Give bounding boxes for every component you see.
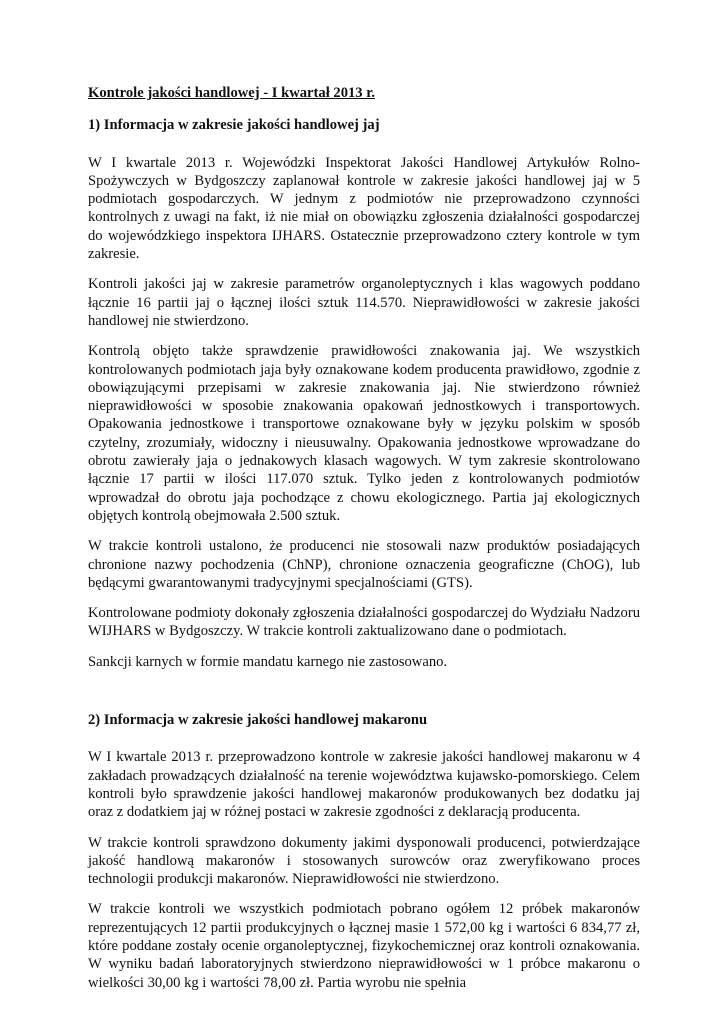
section-1-paragraph-3: Kontrolą objęto także sprawdzenie prawidłowości znakowania jaj. We wszystkich kontrolowanych podmiotach jaja były oznakowane kodem producenta prawidłowo, zgodnie z obowiązującymi przepisami w zakresie znakowania jaj. Nie stwierdzono również nieprawidłowości w sposobie znakowania opakowań jednostkowych i transportowych. Opakowania jednostkowe i transportowe oznakowane były w języku polskim w sposób czytelny, zrozumiały, widoczny i nieusuwalny. Opakowania jednostkowe wprowadzane do obrotu zawierały jaja o jednakowych klasach wagowych. W tym zakresie skontrolowano łącznie 17 partii w ilości 117.070 sztuk. Tylko jeden z kontrolowanych podmiotów wprowadzał do obrotu jaja pochodzące z chowu ekologicznego. Partia jaj ekologicznych objętych kontrolą obejmowała 2.500 sztuk. xyxy=(88,343,640,524)
document-title: Kontrole jakości handlowej - I kwartał 2013 r. xyxy=(88,85,376,101)
section-1-paragraph-2: Kontroli jakości jaj w zakresie parametrów organoleptycznych i klas wagowych poddano łącznie 16 partii jaj o łącznej ilości sztuk 114.570. Nieprawidłowości w zakresie jakości handlowej nie stwierdzono. xyxy=(88,276,640,329)
section-2-paragraph-2: W trakcie kontroli sprawdzono dokumenty jakimi dysponowali producenci, potwierdzające jakość handlową makaronów i stosowanych surowców oraz zweryfikowano proces technologii produkcji makaronów. Nieprawidłowości nie stwierdzono. xyxy=(88,834,640,888)
section-1-paragraph-4: W trakcie kontroli ustalono, że producenci nie stosowali nazw produktów posiadających chronione nazwy pochodzenia (ChNP), chronione oznaczenia geograficzne (ChOG), lub będącymi gwarantowanymi tradycyjnymi specjalnościami (GTS). xyxy=(88,538,640,591)
section-1-body xyxy=(88,154,640,671)
section-1-paragraph-1: W I kwartale 2013 r. Wojewódzki Inspektorat Jakości Handlowej Artykułów Rolno-Spożywczych w Bydgoszczy zaplanował kontrole w zakresie jakości handlowej jaj w 5 podmiotach gospodarczych. W jednym z podmiotów nie przeprowadzono czynności kontrolnych z uwagi na fakt, iż nie miał on obowiązku zgłoszenia działalności gospodarczej do wojewódzkiego inspektora IJHARS. Ostatecznie przeprowadzono cztery kontrole w tym zakresie. xyxy=(88,154,640,263)
section-1-paragraph-5: Kontrolowane podmioty dokonały zgłoszenia działalności gospodarczej do Wydziału Nadzoru WIJHARS w Bydgoszczy. W trakcie kontroli zaktualizowano dane o podmiotach. xyxy=(88,605,640,640)
section-2-paragraph-1: W I kwartale 2013 r. przeprowadzono kontrole w zakresie jakości handlowej makaronu w 4 zakładach prowadzących działalność na terenie województwa kujawsko-pomorskiego. Celem kontroli było sprawdzenie jakości handlowej makaronów produkowanych bez dodatku jaj oraz z dodatkiem jaj w różnej postaci w zakresie zgodności z deklaracją producenta. xyxy=(88,749,640,821)
section-1-paragraph-6: Sankcji karnych w formie mandatu karnego nie zastosowano. xyxy=(88,653,448,670)
section-2-body xyxy=(88,748,640,992)
section-1-heading: 1) Informacja w zakresie jakości handlowej jaj xyxy=(88,117,380,134)
section-2-paragraph-3: W trakcie kontroli we wszystkich podmiotach pobrano ogółem 12 próbek makaronów reprezentujących 12 partii produkcyjnych o łącznej masie 1 572,00 kg i wartości 6 834,77 zł, które poddane zostały ocenie organoleptycznej, fizykochemicznej oraz kontroli oznakowania. W wyniku badań laboratoryjnych stwierdzono nieprawidłowości w 1 próbce makaronu o wielkości 30,00 kg i wartości 78,00 zł. Partia wyrobu nie spełnia xyxy=(88,901,640,991)
document-page xyxy=(88,84,640,1004)
section-2-heading: 2) Informacja w zakresie jakości handlowej makaronu xyxy=(88,712,428,729)
spacer xyxy=(88,683,640,711)
